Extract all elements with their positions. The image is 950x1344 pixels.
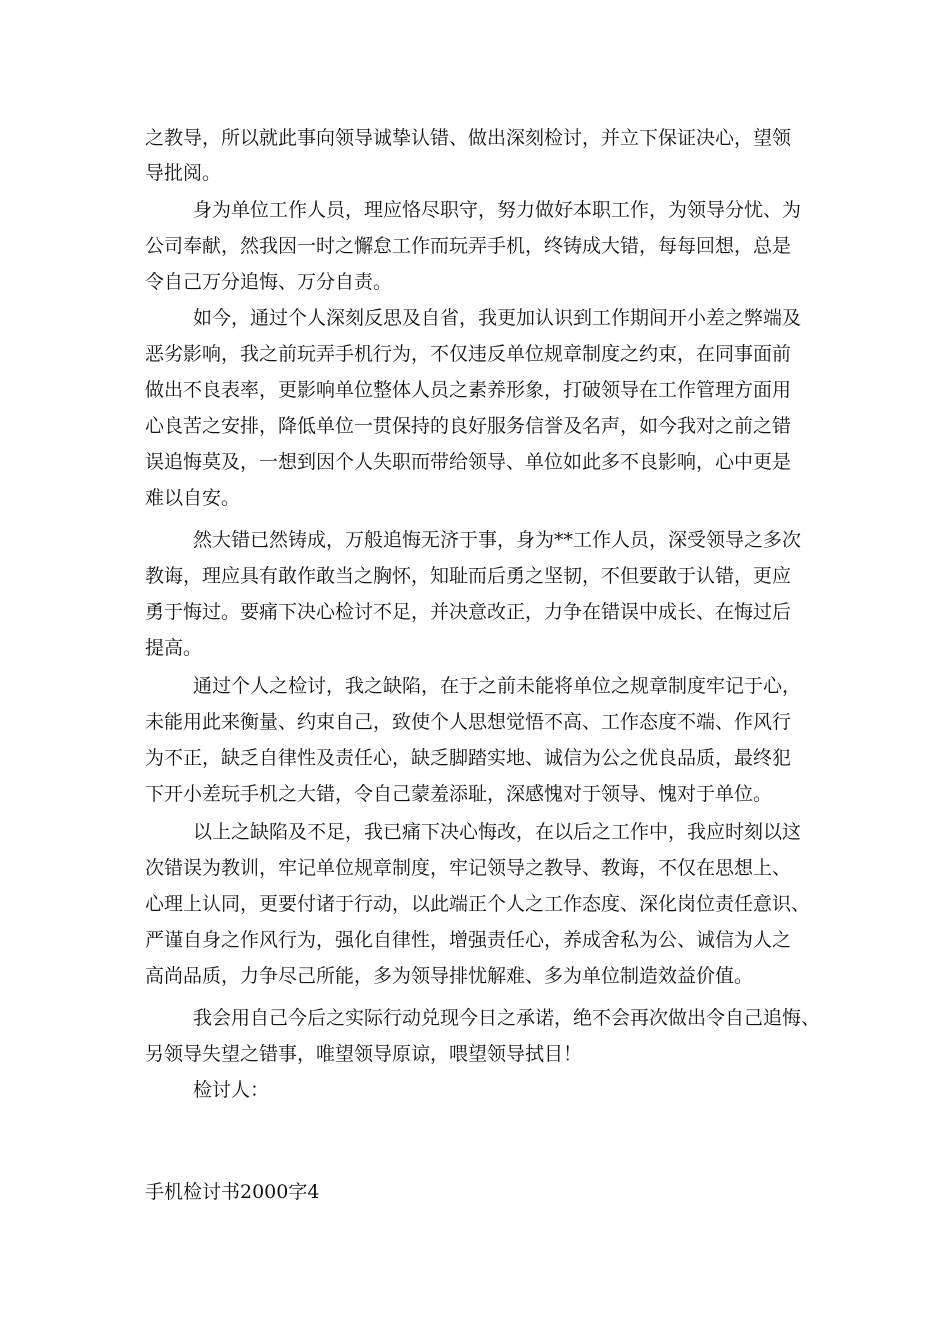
text-line: 严谨自身之作风行为，强化自律性，增强责任心，养成舍私为公、诚信为人之 — [145, 929, 792, 951]
text-line: 导批阅。 — [145, 162, 222, 184]
text-line: 做出不良表率，更影响单位整体人员之素养形象，打破领导在工作管理方面用 — [145, 379, 792, 401]
signature-label: 检讨人： — [193, 1079, 270, 1101]
paragraph-start: 如今，通过个人深刻反思及自省，我更加认识到工作期间开小差之弊端及 — [193, 307, 802, 329]
paragraph-start: 身为单位工作人员，理应恪尽职守，努力做好本职工作，为领导分忧、为 — [193, 199, 802, 221]
text-line: 令自己万分追悔、万分自责。 — [145, 271, 393, 293]
text-line: 教诲，理应具有敢作敢当之胸怀，知耻而后勇之坚韧，不但要敢于认错，更应 — [145, 565, 792, 587]
paragraph-start: 然大错已然铸成，万般追悔无济于事，身为**工作人员，深受领导之多次 — [193, 529, 802, 551]
text-line: 另领导失望之错事，唯望领导原谅，喂望领导拭目！ — [145, 1043, 583, 1065]
paragraph-start: 以上之缺陷及不足，我已痛下决心悔改，在以后之工作中，我应时刻以这 — [193, 821, 802, 843]
text-line: 次错误为教训，牢记单位规章制度，牢记领导之教导、教诲，不仅在思想上、 — [145, 857, 792, 879]
text-line: 恶劣影响，我之前玩弄手机行为，不仅违反单位规章制度之约束，在同事面前 — [145, 343, 792, 365]
text-line: 下开小差玩手机之大错，令自己蒙羞添耻，深感愧对于领导、愧对于单位。 — [145, 783, 773, 805]
next-section-title: 手机检讨书2000字4 — [145, 1181, 320, 1203]
paragraph-start: 通过个人之检讨，我之缺陷，在于之前未能将单位之规章制度牢记于心， — [193, 675, 802, 697]
paragraph-start: 我会用自己今后之实际行动兑现今日之承诺，绝不会再次做出令自己追悔、 — [193, 1007, 821, 1029]
text-line: 之教导，所以就此事向领导诚挚认错、做出深刻检讨，并立下保证决心，望领 — [145, 127, 792, 149]
text-line: 为不正，缺乏自律性及责任心，缺乏脚踏实地、诚信为公之优良品质，最终犯 — [145, 747, 792, 769]
text-line: 高尚品质，力争尽己所能，多为领导排忧解难、多为单位制造效益价值。 — [145, 965, 754, 987]
text-line: 勇于悔过。要痛下决心检讨不足，并决意改正，力争在错误中成长、在悔过后 — [145, 601, 792, 623]
text-line: 心良苦之安排，降低单位一贯保持的良好服务信誉及名声，如今我对之前之错 — [145, 415, 792, 437]
text-line: 误追悔莫及，一想到因个人失职而带给领导、单位如此多不良影响，心中更是 — [145, 451, 792, 473]
text-line: 难以自安。 — [145, 487, 241, 509]
text-line: 提高。 — [145, 637, 203, 659]
text-line: 公司奉献，然我因一时之懈怠工作而玩弄手机，终铸成大错，每每回想，总是 — [145, 235, 792, 257]
text-line: 未能用此来衡量、约束自己，致使个人思想觉悟不高、工作态度不端、作风行 — [145, 711, 792, 733]
text-line: 心理上认同，更要付诸于行动，以此端正个人之工作态度、深化岗位责任意识、 — [145, 893, 811, 915]
